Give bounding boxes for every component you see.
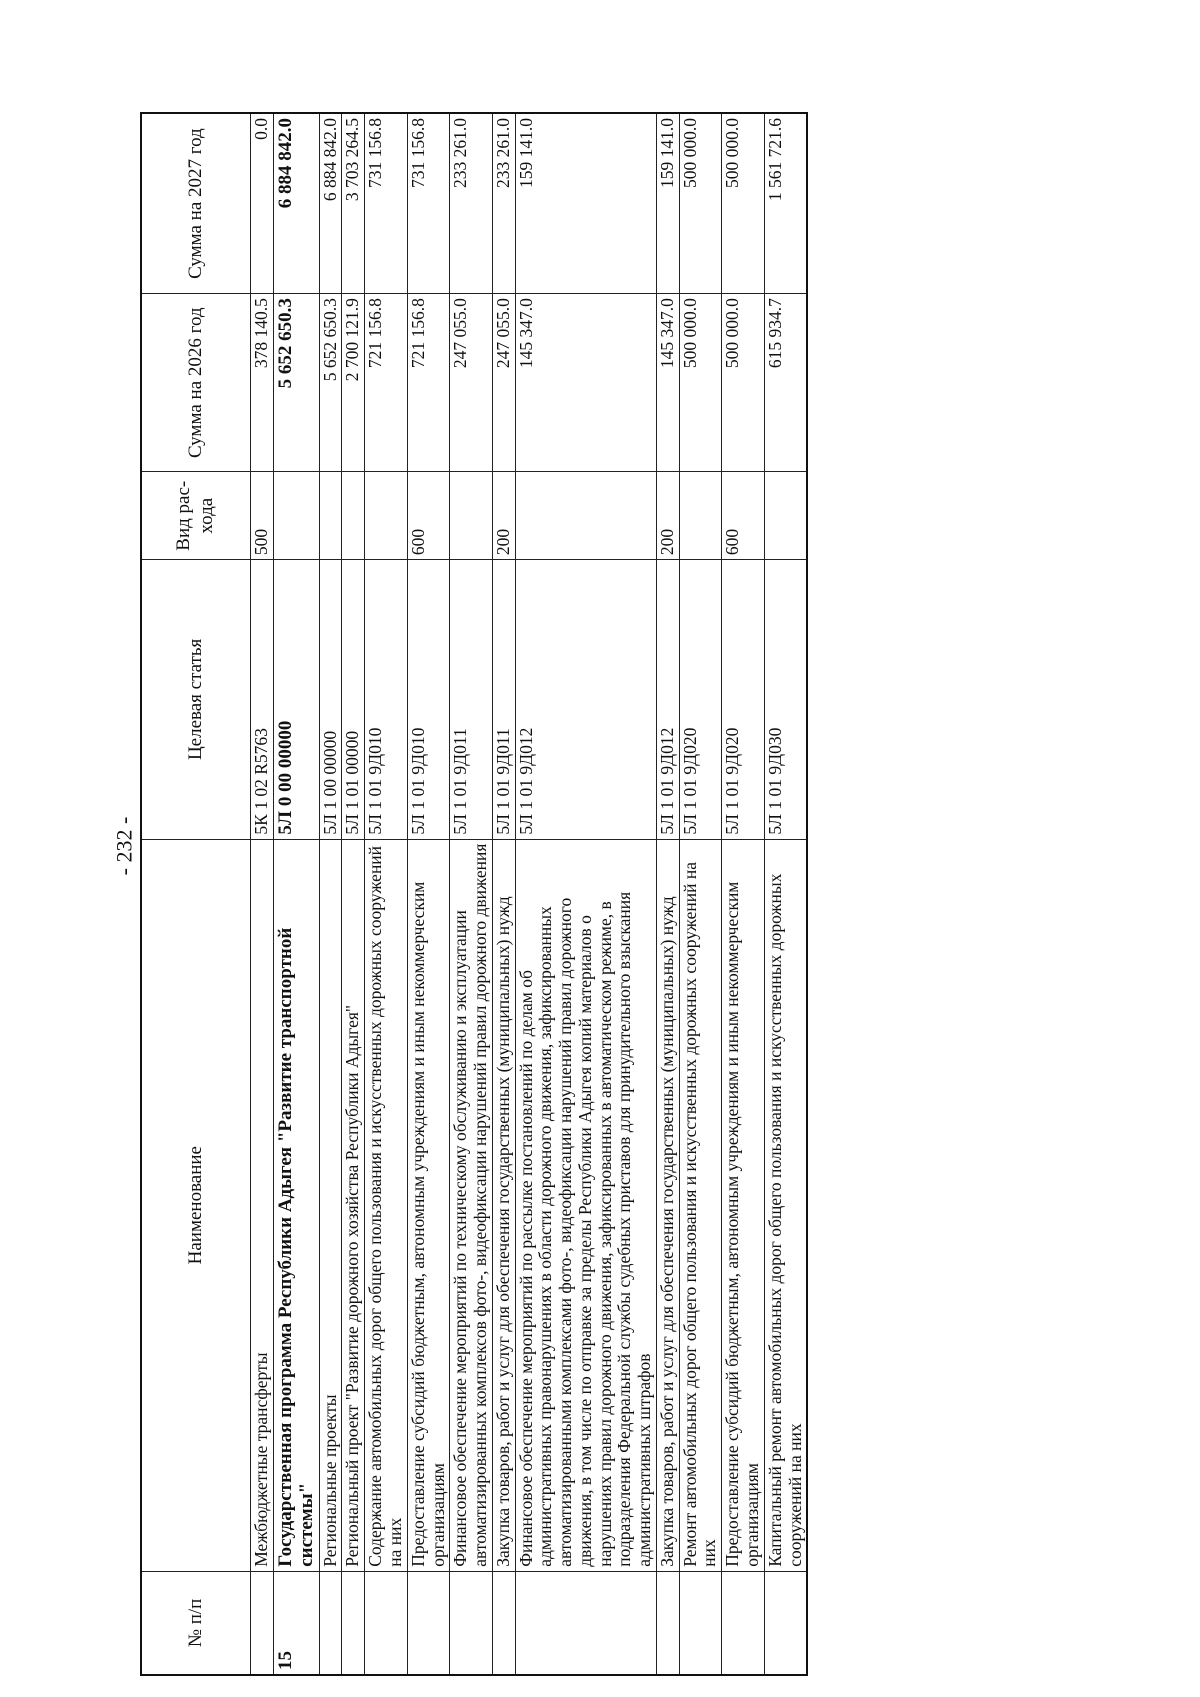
row-name: Межбюджетные трансферты [251,839,274,1571]
row-expense-type [679,472,722,560]
row-number [251,1571,274,1675]
row-sum-2026: 378 140.5 [251,294,274,472]
row-sum-2026: 145 347.0 [515,294,656,472]
row-target-code: 5Л 1 01 9Д020 [722,560,765,839]
row-name: Финансовое обеспечение мероприятий по рассылке постановлений по делам об административных правонарушениях в области дорожного движения, зафиксированных автоматизированными комплексами фото-, видеофиксации нарушений правил дорожного движения, в том числе по отправке за пределы Республики Адыгея копий материалов о нарушениях правил дорожного движения, зафиксированных в автоматическом режиме, в подразделения Федеральной службы судебных приставов для принудительного взыскания административных штрафов [515,839,656,1571]
row-sum-2026: 247 055.0 [450,294,493,472]
row-name: Государственная программа Республики Адыгея "Развитие транспортной системы" [273,839,319,1571]
table-row [273,113,319,1675]
table-row [365,113,408,1675]
row-sum-2027: 159 141.0 [656,113,679,294]
row-number [722,1571,765,1675]
row-target-code: 5К 1 02 R5763 [251,560,274,839]
budget-table [140,112,808,1676]
row-target-code: 5Л 1 01 9Д012 [515,560,656,839]
row-sum-2026: 615 934.7 [764,294,807,472]
row-sum-2027: 731 156.8 [365,113,408,294]
row-expense-type: 500 [251,472,274,560]
header-num: № п/п [141,1571,251,1675]
row-number [679,1571,722,1675]
table-row [407,113,450,1675]
row-sum-2027: 159 141.0 [515,113,656,294]
row-sum-2027: 1 561 721.6 [764,113,807,294]
table-row [450,113,493,1675]
row-sum-2026: 721 156.8 [365,294,408,472]
row-target-code: 5Л 1 01 9Д011 [450,560,493,839]
row-name: Ремонт автомобильных дорог общего пользования и искусственных дорожных сооружений на них [679,839,722,1571]
row-number [656,1571,679,1675]
row-expense-type [273,472,319,560]
row-sum-2026: 247 055.0 [492,294,515,472]
row-name: Предоставление субсидий бюджетным, автономным учреждениям и иным некоммерческим организациям [407,839,450,1571]
row-expense-type [365,472,408,560]
table-row [722,113,765,1675]
table-row [764,113,807,1675]
row-name: Финансовое обеспечение мероприятий по техническому обслуживанию и эксплуатации автоматизированных комплексов фото-, видеофиксации нарушений правил дорожного движения [450,839,493,1571]
header-code: Целевая статья [141,560,251,839]
row-number [319,1571,342,1675]
row-number [764,1571,807,1675]
row-expense-type [319,472,342,560]
row-sum-2026: 5 652 650.3 [319,294,342,472]
table-row [679,113,722,1675]
row-target-code: 5Л 0 00 00000 [273,560,319,839]
row-number [365,1571,408,1675]
row-name: Предоставление субсидий бюджетным, автономным учреждениям и иным некоммерческим организациям [722,839,765,1571]
row-target-code: 5Л 1 01 9Д012 [656,560,679,839]
row-sum-2026: 2 700 121.9 [342,294,365,472]
row-name: Региональные проекты [319,839,342,1571]
table-row [319,113,342,1675]
row-number [342,1571,365,1675]
table-row [492,113,515,1675]
row-expense-type [764,472,807,560]
row-number [492,1571,515,1675]
row-target-code: 5Л 1 01 00000 [342,560,365,839]
row-sum-2027: 233 261.0 [492,113,515,294]
row-expense-type: 600 [722,472,765,560]
row-target-code: 5Л 1 01 9Д020 [679,560,722,839]
row-sum-2027: 3 703 264.5 [342,113,365,294]
row-name: Содержание автомобильных дорог общего пользования и искусственных дорожных сооружений на них [365,839,408,1571]
row-sum-2027: 6 884 842.0 [273,113,319,294]
table-row [515,113,656,1675]
row-sum-2027: 233 261.0 [450,113,493,294]
row-sum-2026: 5 652 650.3 [273,294,319,472]
row-sum-2027: 731 156.8 [407,113,450,294]
row-expense-type [450,472,493,560]
table-header-row [141,113,251,1675]
table-row [342,113,365,1675]
row-target-code: 5Л 1 01 9Д030 [764,560,807,839]
row-expense-type: 200 [656,472,679,560]
row-sum-2027: 500 000.0 [722,113,765,294]
row-sum-2026: 500 000.0 [679,294,722,472]
table-body [251,113,808,1675]
row-target-code: 5Л 1 01 9Д010 [365,560,408,839]
row-expense-type: 600 [407,472,450,560]
row-sum-2026: 500 000.0 [722,294,765,472]
row-sum-2027: 0.0 [251,113,274,294]
row-sum-2027: 6 884 842.0 [319,113,342,294]
row-sum-2026: 145 347.0 [656,294,679,472]
row-name: Закупка товаров, работ и услуг для обеспечения государственных (муниципальных) нужд [656,839,679,1571]
row-sum-2026: 721 156.8 [407,294,450,472]
row-target-code: 5Л 1 00 00000 [319,560,342,839]
row-expense-type [515,472,656,560]
row-expense-type [342,472,365,560]
row-sum-2027: 500 000.0 [679,113,722,294]
rotated-table-frame [140,112,1083,1676]
row-expense-type: 200 [492,472,515,560]
table-row [656,113,679,1675]
row-number: 15 [273,1571,319,1675]
header-sum-2027: Сумма на 2027 год [141,113,251,294]
row-target-code: 5Л 1 01 9Д010 [407,560,450,839]
row-name: Капитальный ремонт автомобильных дорог общего пользования и искусственных дорожных сооружений на них [764,839,807,1571]
row-number [450,1571,493,1675]
header-name: Наименование [141,839,251,1571]
header-type: Вид рас-хода [141,472,251,560]
page-number-text: - 232 - [111,816,136,876]
row-name: Закупка товаров, работ и услуг для обеспечения государственных (муниципальных) нужд [492,839,515,1571]
header-sum-2026: Сумма на 2026 год [141,294,251,472]
row-name: Региональный проект "Развитие дорожного хозяйства Республики Адыгея" [342,839,365,1571]
table-row [251,113,274,1675]
row-number [407,1571,450,1675]
row-target-code: 5Л 1 01 9Д011 [492,560,515,839]
row-number [515,1571,656,1675]
